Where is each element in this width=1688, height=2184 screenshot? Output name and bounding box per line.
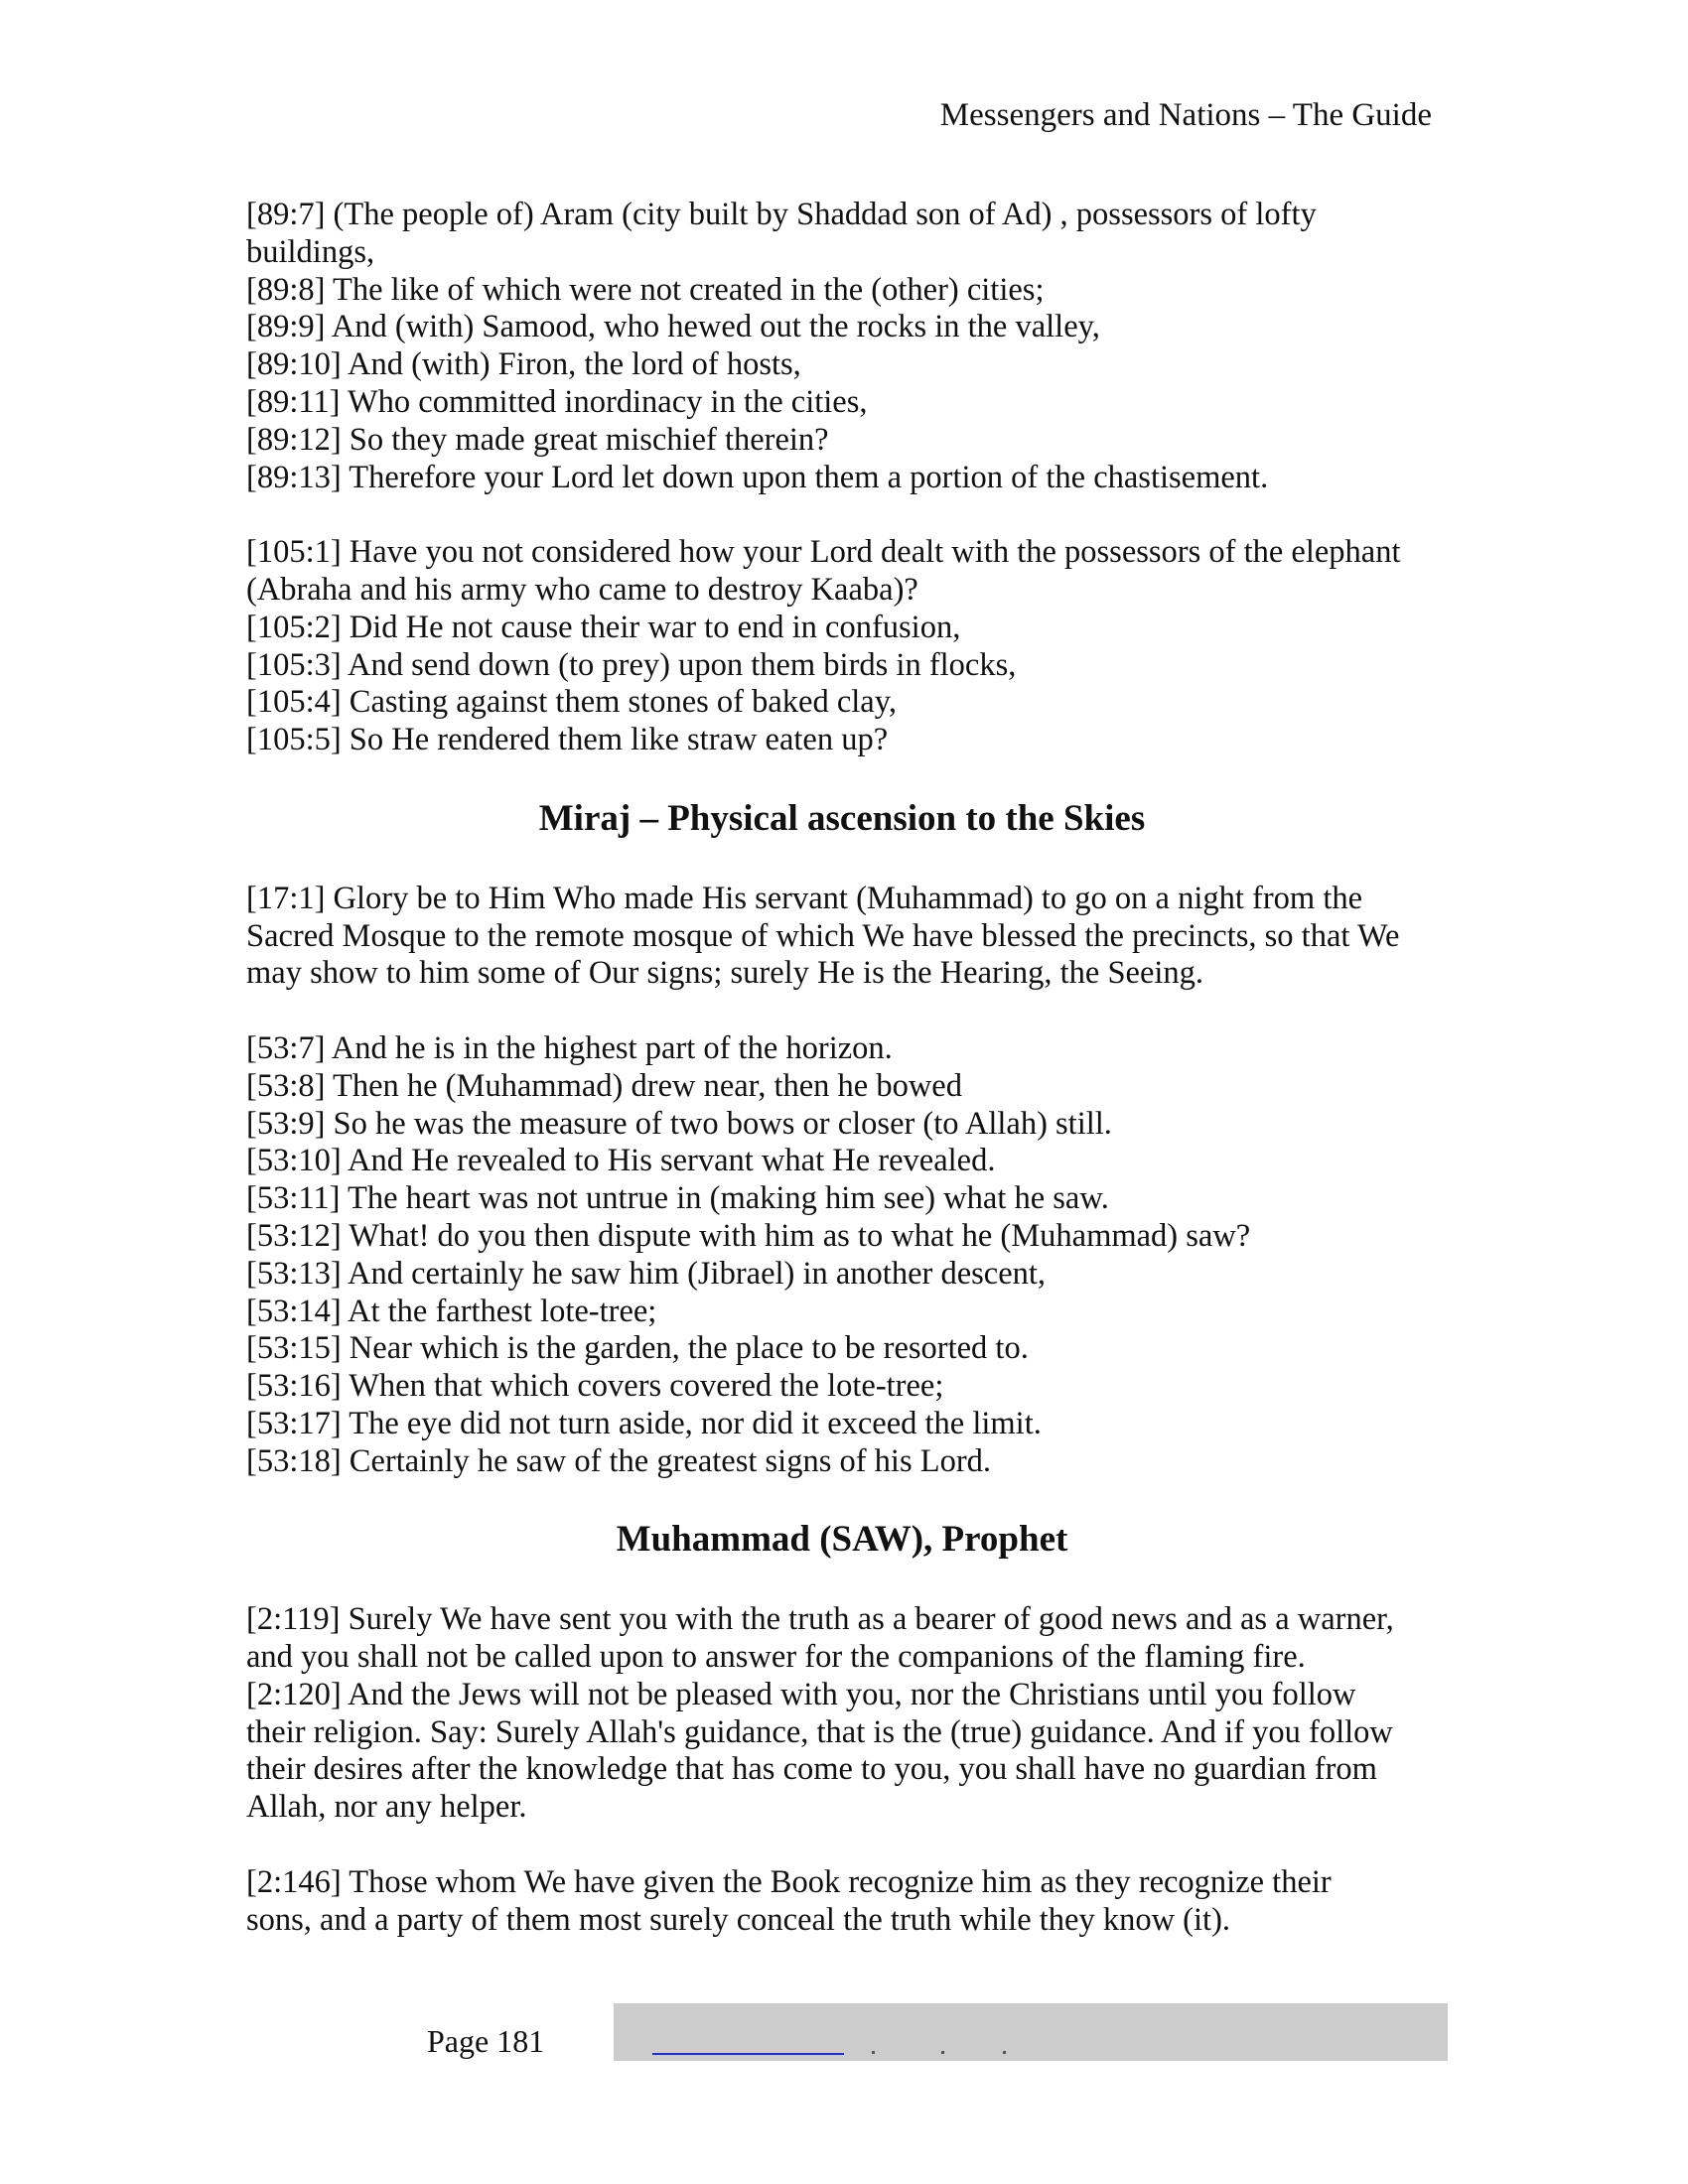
verse-line: may show to him some of Our signs; surely He is the Hearing, the Seeing. <box>246 955 1204 992</box>
footer-mark <box>941 2051 944 2054</box>
verse-line: [105:5] So He rendered them like straw eaten up? <box>246 722 889 758</box>
verse-line: and you shall not be called upon to answer for the companions of the flaming fire. <box>246 1639 1306 1676</box>
verse-block-17 <box>246 881 1438 993</box>
verse-line: [53:16] When that which covers covered the lote-tree; <box>246 1368 944 1405</box>
verse-line: [105:2] Did He not cause their war to end in confusion, <box>246 609 961 645</box>
verse-line: sons, and a party of them most surely conceal the truth while they know (it). <box>246 1901 1231 1938</box>
verse-line: their religion. Say: Surely Allah's guidance, that is the (true) guidance. And if you follow <box>246 1713 1393 1750</box>
verse-block-2-119 <box>246 1601 1438 1827</box>
verse-line: their desires after the knowledge that has come to you, you shall have no guardian from <box>246 1751 1377 1788</box>
verse-line: [17:1] Glory be to Him Who made His servant (Muhammad) to go on a night from the <box>246 880 1363 916</box>
page-footer <box>0 2003 1688 2063</box>
verse-line: [53:15] Near which is the garden, the place to be resorted to. <box>246 1330 1029 1367</box>
verse-line: [89:12] So they made great mischief therein? <box>246 421 829 458</box>
verse-line: [53:8] Then he (Muhammad) drew near, then he bowed <box>246 1067 962 1104</box>
verse-line: [89:10] And (with) Firon, the lord of hosts, <box>246 346 801 383</box>
verse-line: [89:13] Therefore your Lord let down upon them a portion of the chastisement. <box>246 459 1269 495</box>
verse-line: [53:17] The eye did not turn aside, nor did it exceed the limit. <box>246 1405 1042 1441</box>
running-header: Messengers and Nations – The Guide <box>939 97 1432 133</box>
verse-line: [105:3] And send down (to prey) upon them birds in flocks, <box>246 646 1017 683</box>
verse-line: [105:1] Have you not considered how your Lord dealt with the possessors of the elephant <box>246 534 1401 571</box>
verse-line: [53:13] And certainly he saw him (Jibrael) in another descent, <box>246 1255 1047 1292</box>
section-heading-muhammad: Muhammad (SAW), Prophet <box>616 1519 1068 1561</box>
verse-line: [89:9] And (with) Samood, who hewed out the rocks in the valley, <box>246 309 1100 345</box>
page-number: Page 181 <box>427 2023 545 2059</box>
verse-line: Allah, nor any helper. <box>246 1789 527 1826</box>
verse-line: [2:146] Those whom We have given the Book recognize him as they recognize their <box>246 1863 1332 1900</box>
verse-line: [53:14] At the farthest lote-tree; <box>246 1293 657 1329</box>
verse-line: [105:4] Casting against them stones of baked clay, <box>246 684 897 721</box>
verse-line: [2:119] Surely We have sent you with the truth as a bearer of good news and as a warner, <box>246 1601 1394 1638</box>
verse-line: buildings, <box>246 233 375 270</box>
verse-line: Sacred Mosque to the remote mosque of which We have blessed the precincts, so that We <box>246 917 1400 954</box>
footer-mark <box>872 2051 875 2054</box>
section-heading-miraj: Miraj – Physical ascension to the Skies <box>538 797 1146 839</box>
verse-line: [89:7] (The people of) Aram (city built by Shaddad son of Ad) , possessors of lofty <box>246 197 1317 232</box>
verse-line: [2:120] And the Jews will not be pleased with you, nor the Christians until you follow <box>246 1676 1356 1712</box>
footer-mark <box>1003 2051 1006 2054</box>
verse-line: [53:9] So he was the measure of two bows or closer (to Allah) still. <box>246 1105 1112 1142</box>
verse-block-105 <box>246 534 1438 759</box>
verse-line: [53:12] What! do you then dispute with him as to what he (Muhammad) saw? <box>246 1217 1251 1254</box>
verse-line: [53:18] Certainly he saw of the greatest signs of his Lord. <box>246 1442 992 1479</box>
verse-line: (Abraha and his army who came to destroy Kaaba)? <box>246 571 918 608</box>
verse-line: [89:8] The like of which were not created in the (other) cities; <box>246 271 1045 308</box>
verse-line: [53:7] And he is in the highest part of the horizon. <box>246 1029 893 1066</box>
verse-line: [53:11] The heart was not untrue in (making him see) what he saw. <box>246 1180 1109 1217</box>
verse-line: [89:11] Who committed inordinacy in the cities, <box>246 383 868 420</box>
verse-block-89 <box>246 197 1438 496</box>
verse-block-2-146 <box>246 1864 1438 1940</box>
verse-line: [53:10] And He revealed to His servant what He revealed. <box>246 1143 996 1179</box>
verse-block-53 <box>246 1030 1438 1481</box>
page-body <box>246 197 1438 1977</box>
footer-link[interactable] <box>652 2053 844 2055</box>
